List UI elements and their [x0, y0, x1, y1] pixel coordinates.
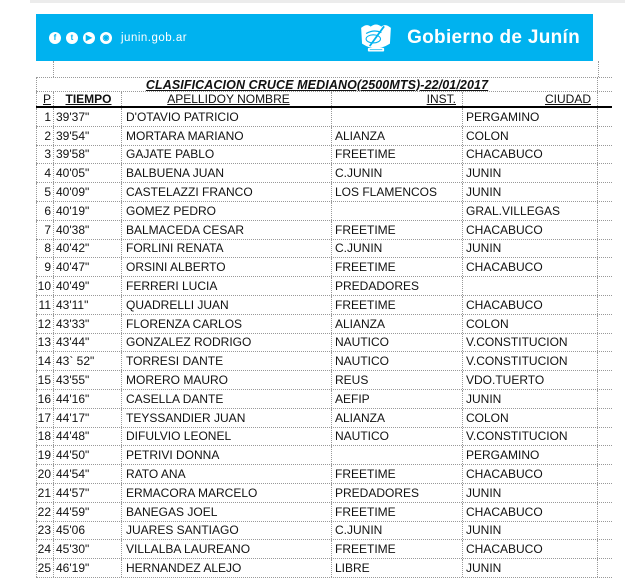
cell-inst [331, 202, 462, 220]
gutter-cell [598, 446, 612, 464]
cell-ciudad: GRAL.VILLEGAS [462, 202, 598, 220]
cell-tiempo: 44'57" [53, 484, 121, 502]
cell-pos: 21 [37, 485, 51, 500]
gutter-cell [598, 484, 612, 502]
cell-inst: FREETIME [331, 540, 462, 558]
cell-inst: FREETIME [331, 258, 462, 276]
cell-nombre: GONZALEZ RODRIGO [121, 334, 331, 352]
cell-tiempo: 45'06 [53, 522, 121, 540]
gutter-cell [598, 503, 612, 521]
cell-ciudad: CHACABUCO [462, 146, 598, 164]
gutter-cell [598, 221, 612, 239]
cell-nombre: MORERO MAURO [121, 371, 331, 389]
cell-ciudad: CHACABUCO [462, 296, 598, 314]
cell-tiempo: 39'54" [53, 127, 121, 145]
gridline-stub [598, 61, 599, 77]
gutter-cell [598, 428, 612, 446]
cell-pos: 9 [36, 258, 53, 276]
junin-crest-icon [358, 21, 394, 55]
cell-tiempo: 40'38" [53, 221, 121, 239]
cell-pos: 16 [37, 391, 51, 406]
cell-tiempo: 44'59" [53, 503, 121, 521]
gutter-cell [598, 540, 612, 558]
cell-tiempo: 44'54" [53, 465, 121, 483]
cell-tiempo: 43'55" [53, 371, 121, 389]
table-row [36, 484, 612, 503]
gridline-stub [53, 61, 54, 77]
cell-inst: C.JUNIN [331, 240, 462, 258]
cell-pos: 1 [36, 108, 53, 126]
cell-ciudad: PERGAMINO [462, 108, 598, 126]
gutter-cell [598, 296, 612, 314]
cell-pos: 18 [37, 429, 51, 444]
cell-nombre: FLORENZA CARLOS [121, 315, 331, 333]
cell-nombre: ERMACORA MARCELO [121, 484, 331, 502]
cell-ciudad: JUNIN [462, 390, 598, 408]
cell-tiempo: 40'19" [53, 202, 121, 220]
cell-inst: PREDADORES [331, 484, 462, 502]
table-row [36, 428, 612, 447]
table-row [36, 390, 612, 409]
cell-inst: FREETIME [331, 146, 462, 164]
facebook-icon[interactable]: f [49, 32, 61, 44]
cell-inst: FREETIME [331, 221, 462, 239]
cell-ciudad: JUNIN [462, 240, 598, 258]
cell-nombre: FORLINI RENATA [121, 240, 331, 258]
gutter-cell [598, 352, 612, 370]
cell-tiempo: 44'50" [53, 446, 121, 464]
cell-inst: FREETIME [331, 296, 462, 314]
cell-tiempo: 43` 52" [53, 352, 121, 370]
table-body [36, 108, 612, 578]
cell-inst: NAUTICO [331, 428, 462, 446]
table-title: CLASIFICACION CRUCE MEDIANO(2500MTS)-22/01/2017 [145, 78, 489, 91]
table-row [36, 240, 612, 259]
cell-pos: 25 [37, 561, 51, 576]
cell-inst: C.JUNIN [331, 164, 462, 182]
cell-tiempo: 45'30" [53, 540, 121, 558]
cell-ciudad: JUNIN [462, 522, 598, 540]
cell-pos: 5 [36, 183, 53, 201]
table-row [36, 371, 612, 390]
cell-nombre: D'OTAVIO PATRICIO [121, 108, 331, 126]
cell-pos: 4 [36, 164, 53, 182]
top-strip [30, 0, 625, 3]
cell-ciudad: CHACABUCO [462, 465, 598, 483]
cell-nombre: HERNANDEZ ALEJO [121, 559, 331, 577]
cell-inst: ALIANZA [331, 315, 462, 333]
cell-inst: NAUTICO [331, 334, 462, 352]
cell-inst: LOS FLAMENCOS [331, 183, 462, 201]
table-row [36, 409, 612, 428]
cell-tiempo: 40'09" [53, 183, 121, 201]
cell-pos: 20 [37, 467, 51, 482]
cell-nombre: CASELLA DANTE [121, 390, 331, 408]
cell-inst: AEFIP [331, 390, 462, 408]
table-row [36, 446, 612, 465]
classification-table [36, 77, 612, 578]
gutter-cell [598, 202, 612, 220]
cell-pos: 12 [37, 316, 51, 331]
cell-nombre: FERRERI LUCIA [121, 277, 331, 295]
table-title-cell [36, 78, 598, 91]
gutter-cell [598, 183, 612, 201]
gutter-cell [598, 409, 612, 427]
cell-pos: 7 [36, 221, 53, 239]
cell-pos: 17 [37, 410, 51, 425]
cell-pos: 6 [36, 202, 53, 220]
cell-tiempo: 44'17" [53, 409, 121, 427]
table-row [36, 503, 612, 522]
table-row [36, 258, 612, 277]
gutter-cell [598, 78, 612, 91]
table-row [36, 127, 612, 146]
table-row [36, 164, 612, 183]
cell-ciudad: JUNIN [462, 559, 598, 577]
table-row [36, 559, 612, 578]
cell-nombre: ORSINI ALBERTO [121, 258, 331, 276]
cell-nombre: GAJATE PABLO [121, 146, 331, 164]
cell-inst: PREDADORES [331, 277, 462, 295]
cell-inst: NAUTICO [331, 352, 462, 370]
cell-nombre: BALBUENA JUAN [121, 164, 331, 182]
table-row [36, 352, 612, 371]
gutter-cell [598, 465, 612, 483]
cell-nombre: DIFULVIO LEONEL [121, 428, 331, 446]
cell-nombre: MORTARA MARIANO [121, 127, 331, 145]
cell-nombre: TEYSSANDIER JUAN [121, 409, 331, 427]
cell-pos: 2 [36, 127, 53, 145]
table-row [36, 296, 612, 315]
gutter-cell [598, 390, 612, 408]
cell-inst [331, 108, 462, 126]
gutter-cell [598, 108, 612, 126]
cell-ciudad: JUNIN [462, 164, 598, 182]
instagram-icon[interactable]: ◉ [100, 32, 112, 44]
cell-ciudad: COLON [462, 315, 598, 333]
cell-nombre: QUADRELLI JUAN [121, 296, 331, 314]
cell-inst: C.JUNIN [331, 522, 462, 540]
table-row [36, 315, 612, 334]
brand-title: Gobierno de Junín [407, 26, 580, 48]
cell-inst: ALIANZA [331, 409, 462, 427]
cell-inst: FREETIME [331, 465, 462, 483]
cell-ciudad [462, 277, 598, 295]
table-header-row [36, 92, 612, 108]
cell-ciudad: V.CONSTITUCION [462, 428, 598, 446]
cell-nombre: JUARES SANTIAGO [121, 522, 331, 540]
cell-ciudad: CHACABUCO [462, 221, 598, 239]
cell-tiempo: 43'11" [53, 296, 121, 314]
cell-pos: 3 [36, 146, 53, 164]
cell-tiempo: 40'47" [53, 258, 121, 276]
table-row [36, 146, 612, 165]
gutter-cell [598, 258, 612, 276]
cell-pos: 10 [37, 279, 51, 294]
cell-pos: 8 [36, 240, 53, 258]
table-row [36, 202, 612, 221]
gutter-cell [598, 164, 612, 182]
cell-pos: 24 [37, 542, 51, 557]
table-row [36, 540, 612, 559]
cell-tiempo: 43'44" [53, 334, 121, 352]
cell-tiempo: 43'33" [53, 315, 121, 333]
col-header-ciudad: CIUDAD [462, 92, 598, 106]
cell-pos: 11 [36, 296, 53, 314]
cell-nombre: PETRIVI DONNA [121, 446, 331, 464]
col-header-inst: INST. [331, 92, 462, 106]
cell-tiempo: 40'42" [53, 240, 121, 258]
cell-inst: FREETIME [331, 503, 462, 521]
table-title-row [36, 77, 612, 92]
col-header-pos: P [36, 92, 53, 106]
cell-inst [331, 446, 462, 464]
cell-nombre: BALMACEDA CESAR [121, 221, 331, 239]
cell-inst: REUS [331, 371, 462, 389]
gutter-cell [598, 146, 612, 164]
cell-pos: 15 [37, 373, 51, 388]
gutter-cell [598, 127, 612, 145]
cell-nombre: BANEGAS JOEL [121, 503, 331, 521]
col-header-nombre: APELLIDOY NOMBRE [121, 92, 331, 106]
gutter-cell [598, 277, 612, 295]
cell-pos: 19 [37, 448, 51, 463]
cell-nombre: GOMEZ PEDRO [121, 202, 331, 220]
site-url[interactable]: junin.gob.ar [121, 31, 188, 44]
cell-ciudad: VDO.TUERTO [462, 371, 598, 389]
cell-ciudad: JUNIN [462, 183, 598, 201]
cell-ciudad: CHACABUCO [462, 503, 598, 521]
gutter-cell [598, 315, 612, 333]
gutter-cell [598, 522, 612, 540]
cell-pos: 22 [37, 504, 51, 519]
cell-tiempo: 46'19" [53, 559, 121, 577]
gutter-cell [598, 559, 612, 577]
table-row [36, 221, 612, 240]
social-icons [49, 32, 112, 44]
col-header-tiempo: TIEMPO [53, 92, 121, 106]
cell-inst: LIBRE [331, 559, 462, 577]
cell-ciudad: PERGAMINO [462, 446, 598, 464]
cell-pos: 23 [37, 523, 51, 538]
twitter-icon[interactable]: t [66, 32, 78, 44]
table-row [36, 334, 612, 353]
gutter-cell [598, 371, 612, 389]
cell-nombre: RATO ANA [121, 465, 331, 483]
youtube-icon[interactable]: ▶ [83, 32, 95, 44]
cell-tiempo: 44'16" [53, 390, 121, 408]
table-row [36, 183, 612, 202]
cell-ciudad: CHACABUCO [462, 258, 598, 276]
cell-ciudad: CHACABUCO [462, 540, 598, 558]
cell-ciudad: V.CONSTITUCION [462, 352, 598, 370]
cell-tiempo: 40'49" [53, 277, 121, 295]
gutter-cell [598, 92, 612, 106]
cell-nombre: CASTELAZZI FRANCO [121, 183, 331, 201]
table-row [36, 108, 612, 127]
cell-pos: 14 [37, 354, 51, 369]
cell-pos: 13 [37, 335, 51, 350]
cell-inst: ALIANZA [331, 127, 462, 145]
gobierno-junin-banner [36, 14, 593, 61]
cell-tiempo: 40'05" [53, 164, 121, 182]
cell-ciudad: JUNIN [462, 484, 598, 502]
table-row [36, 522, 612, 541]
cell-ciudad: V.CONSTITUCION [462, 334, 598, 352]
gutter-cell [598, 334, 612, 352]
cell-nombre: VILLALBA LAUREANO [121, 540, 331, 558]
table-row [36, 277, 612, 296]
cell-tiempo: 39'37" [53, 108, 121, 126]
cell-nombre: TORRESI DANTE [121, 352, 331, 370]
brand-group [358, 21, 580, 55]
cell-tiempo: 39'58" [53, 146, 121, 164]
gutter-cell [598, 240, 612, 258]
table-row [36, 465, 612, 484]
cell-ciudad: COLON [462, 127, 598, 145]
cell-tiempo: 44'48" [53, 428, 121, 446]
cell-ciudad: COLON [462, 409, 598, 427]
